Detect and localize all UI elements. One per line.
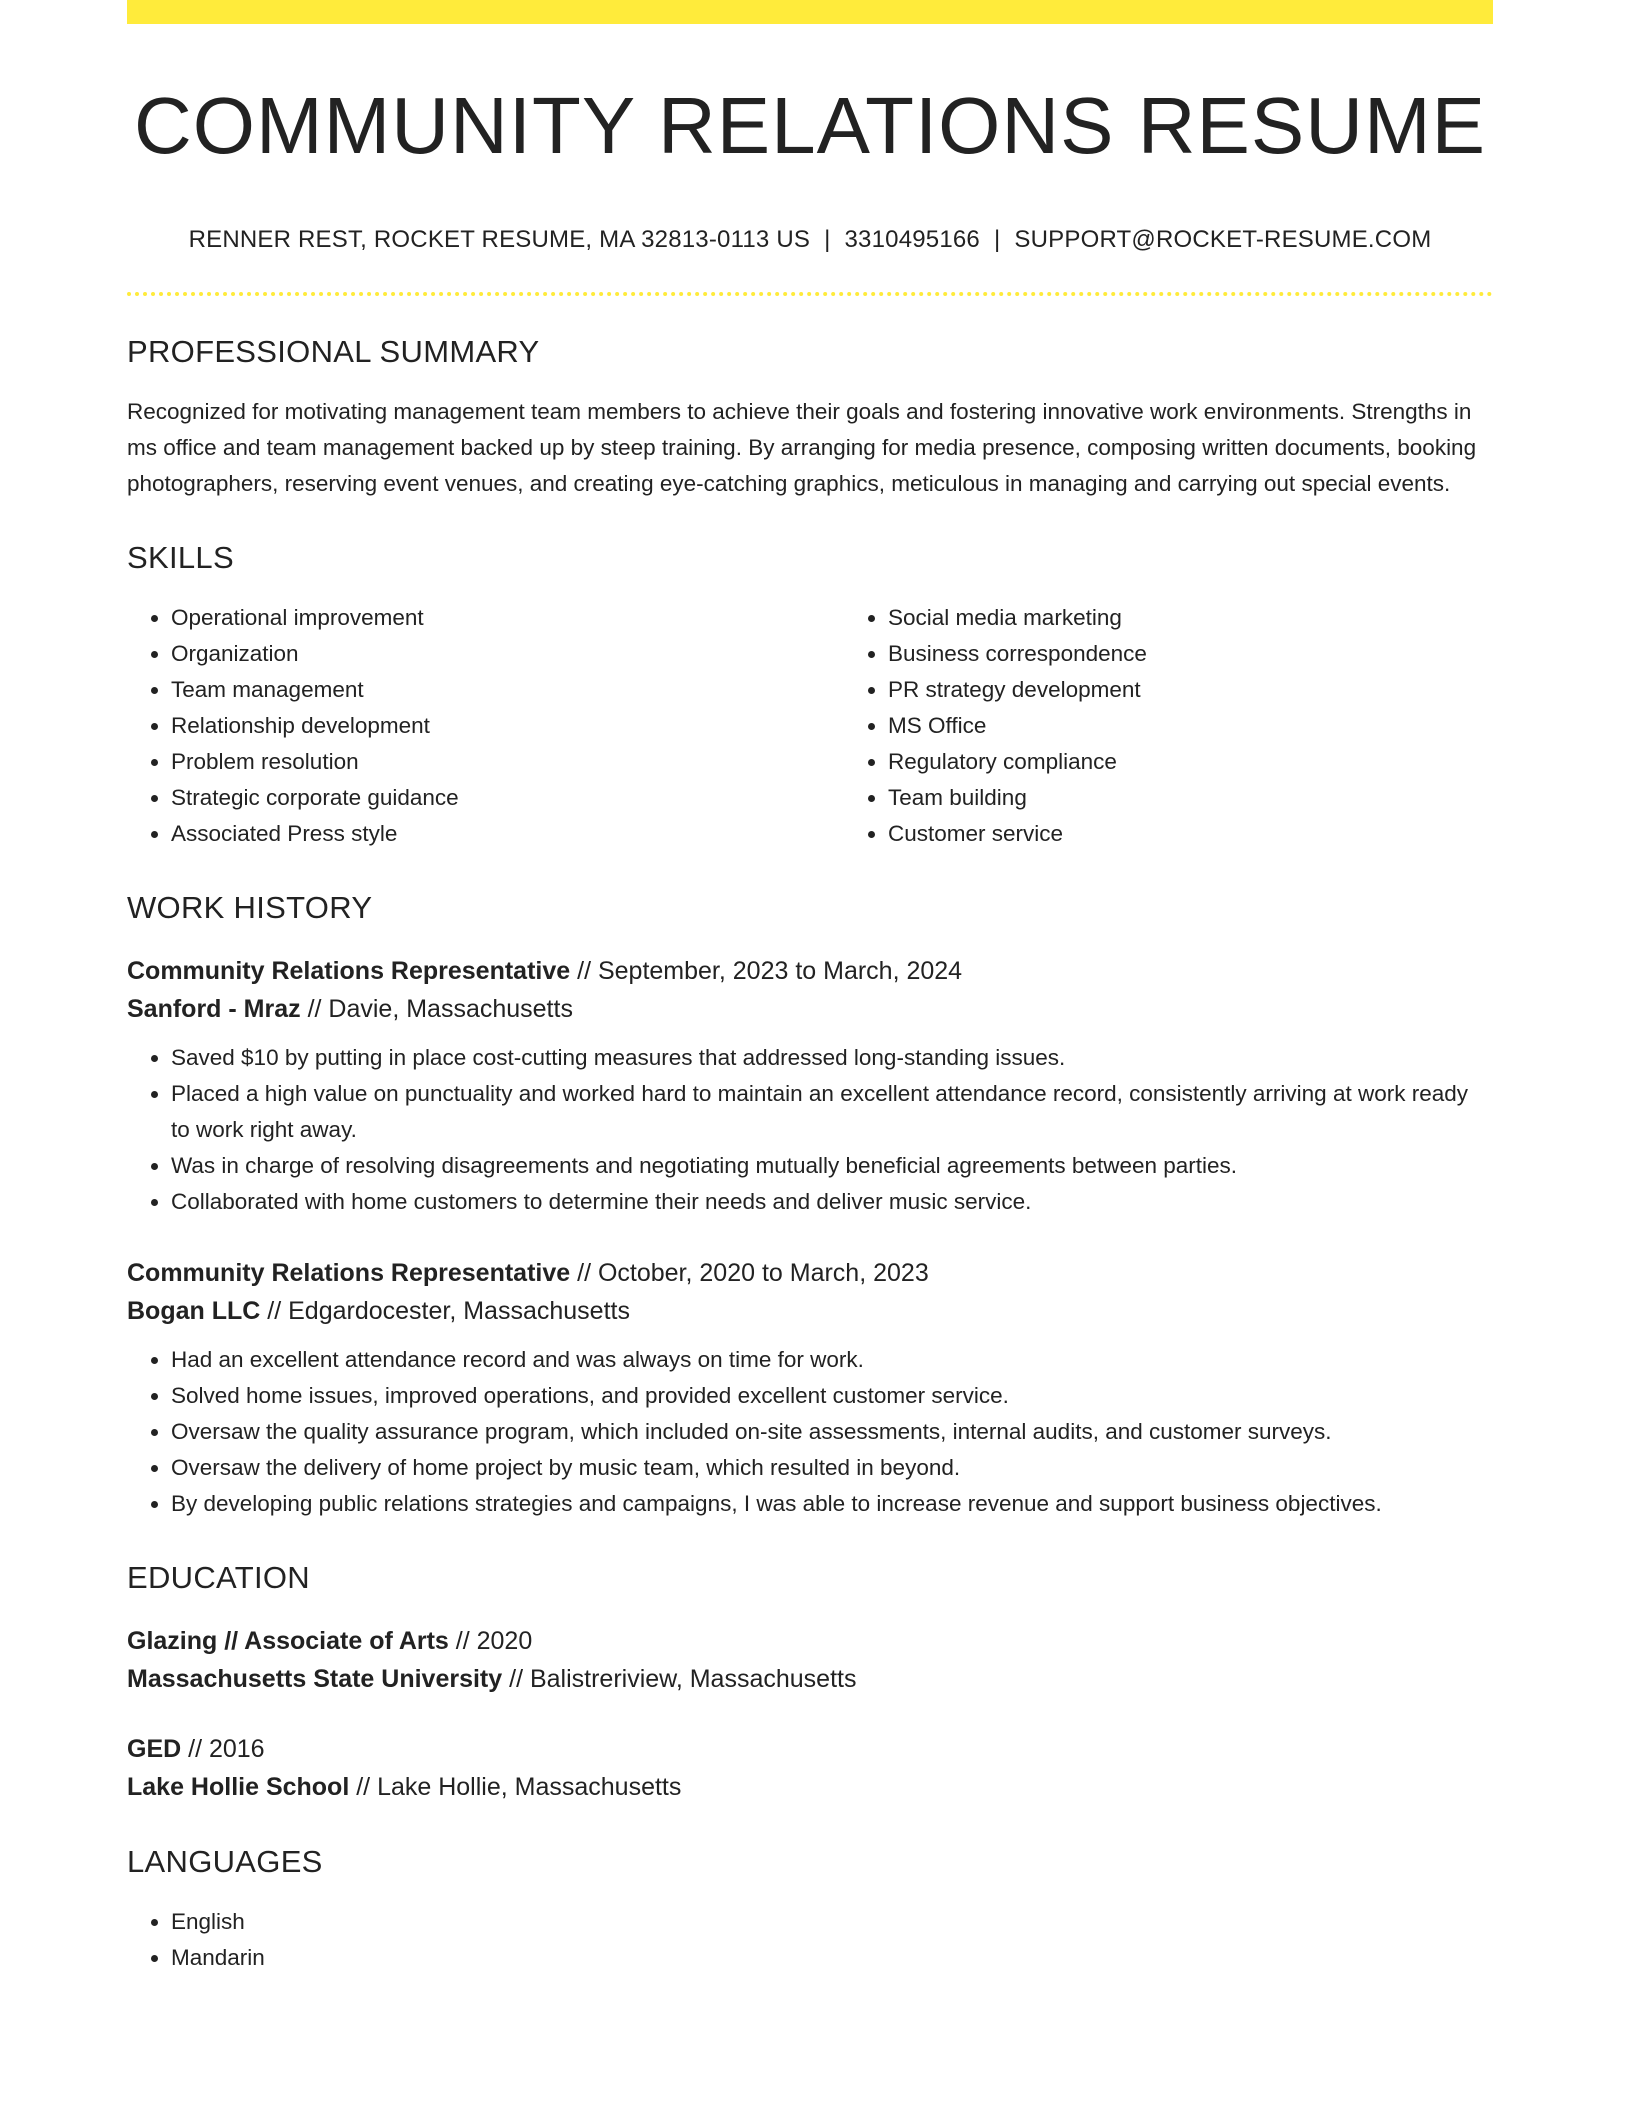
education-school: Massachusetts State University <box>127 1665 503 1693</box>
resume-page <box>127 0 1493 1976</box>
education-year: // 2016 <box>181 1735 265 1763</box>
education-degree: GED <box>127 1735 182 1763</box>
contact-line <box>127 226 1493 254</box>
summary-text: Recognized for motivating management team members to achieve their goals and fostering innovative work environments. Strengths in ms office and team management backed up by steep training. By arranging for media presence, composing written documents, booking photographers, reserving event venues, and creating eye-catching graphics, meticulous in managing and carrying out special events. <box>127 399 1477 496</box>
job-bullets <box>127 1040 1493 1220</box>
education-heading: EDUCATION <box>127 1560 310 1595</box>
contact-separator: | <box>993 226 1001 253</box>
skill-item: • PR strategy development <box>888 672 1561 708</box>
job-bullet: • Collaborated with home customers to determine their needs and deliver music service. <box>171 1184 1493 1220</box>
education-school-line <box>127 1768 1493 1806</box>
job-bullet: • Saved $10 by putting in place cost-cutting measures that addressed long-standing issues. <box>171 1040 1493 1076</box>
job-entry <box>127 952 1493 1220</box>
languages-list <box>127 1904 1493 1976</box>
job-location: // Edgardocester, Massachusetts <box>260 1297 630 1325</box>
contact-phone: 3310495166 <box>844 226 980 253</box>
education-location: // Lake Hollie, Massachusetts <box>349 1773 682 1801</box>
job-dates: // October, 2020 to March, 2023 <box>570 1259 929 1287</box>
job-bullet: • By developing public relations strategies and campaigns, I was able to increase revenue and support business objectives. <box>171 1486 1493 1522</box>
job-bullet: • Solved home issues, improved operations, and provided excellent customer service. <box>171 1378 1493 1414</box>
job-bullet: • Oversaw the quality assurance program, which included on-site assessments, internal audits, and customer surveys. <box>171 1414 1493 1450</box>
language-item: • Mandarin <box>171 1940 1493 1976</box>
job-bullet: • Was in charge of resolving disagreements and negotiating mutually beneficial agreements between parties. <box>171 1148 1493 1184</box>
job-bullet: • Placed a high value on punctuality and worked hard to maintain an excellent attendance record, consistently arriving at work ready to work right away. <box>171 1076 1493 1148</box>
languages-heading: LANGUAGES <box>127 1844 323 1879</box>
job-bullets <box>127 1342 1493 1522</box>
skills-list-left <box>127 600 844 852</box>
dotted-divider <box>127 292 1493 296</box>
skill-item: • Regulatory compliance <box>888 744 1561 780</box>
job-title: Community Relations Representative <box>127 957 571 985</box>
education-degree-line <box>127 1622 1493 1660</box>
resume-title: COMMUNITY RELATIONS RESUME <box>133 81 1487 170</box>
skills-list-right <box>844 600 1561 852</box>
skill-item: • Team building <box>888 780 1561 816</box>
job-company: Bogan LLC <box>127 1297 261 1325</box>
job-title: Community Relations Representative <box>127 1259 571 1287</box>
skill-item: • Relationship development <box>171 708 844 744</box>
skills-grid <box>127 600 1493 852</box>
accent-top-bar <box>127 0 1493 24</box>
job-company: Sanford - Mraz <box>127 995 301 1023</box>
education-location: // Balistreriview, Massachusetts <box>502 1665 857 1693</box>
language-item: • English <box>171 1904 1493 1940</box>
education-degree: Glazing // Associate of Arts <box>127 1627 449 1655</box>
education-degree-line <box>127 1730 1493 1768</box>
skills-heading: SKILLS <box>127 540 234 575</box>
job-bullet: • Oversaw the delivery of home project by music team, which resulted in beyond. <box>171 1450 1493 1486</box>
job-title-line <box>127 952 1493 990</box>
job-title-line <box>127 1254 1493 1292</box>
job-dates: // September, 2023 to March, 2024 <box>570 957 963 985</box>
skill-item: • Associated Press style <box>171 816 844 852</box>
contact-email: SUPPORT@ROCKET-RESUME.COM <box>1014 226 1432 253</box>
education-year: // 2020 <box>448 1627 533 1655</box>
skill-item: • Team management <box>171 672 844 708</box>
education-entry <box>127 1622 1493 1698</box>
contact-separator: | <box>824 226 831 253</box>
education-entry <box>127 1730 1493 1806</box>
skill-item: • Strategic corporate guidance <box>171 780 844 816</box>
contact-address: RENNER REST, ROCKET RESUME, MA 32813-0113 US <box>188 226 811 253</box>
work-history-heading: WORK HISTORY <box>127 890 373 925</box>
skill-item: • Customer service <box>888 816 1561 852</box>
skill-item: • Social media marketing <box>888 600 1561 636</box>
job-entry <box>127 1254 1493 1522</box>
education-school-line <box>127 1660 1493 1698</box>
summary-heading: PROFESSIONAL SUMMARY <box>127 334 540 369</box>
job-bullet: • Had an excellent attendance record and was always on time for work. <box>171 1342 1493 1378</box>
skill-item: • Problem resolution <box>171 744 844 780</box>
education-school: Lake Hollie School <box>127 1773 350 1801</box>
job-company-line <box>127 990 1493 1028</box>
skill-item: • Business correspondence <box>888 636 1561 672</box>
job-company-line <box>127 1292 1493 1330</box>
job-location: // Davie, Massachusetts <box>300 995 573 1023</box>
skill-item: • Organization <box>171 636 844 672</box>
skill-item: • Operational improvement <box>171 600 844 636</box>
skill-item: • MS Office <box>888 708 1561 744</box>
